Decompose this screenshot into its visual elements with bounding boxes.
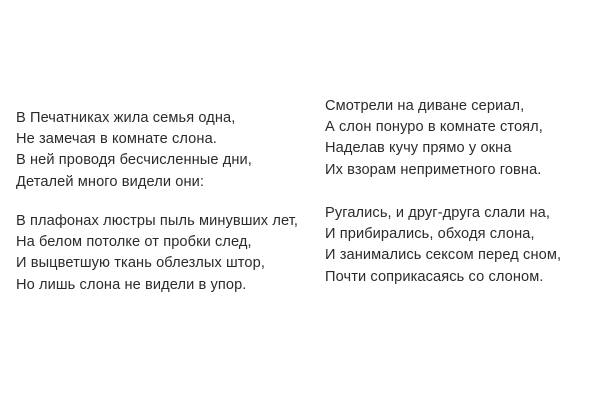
stanza-2	[16, 211, 298, 296]
poem-line: Но лишь слона не видели в упор.	[16, 276, 247, 293]
stanza-1	[16, 108, 252, 193]
poem-line: Деталей много видели они:	[16, 173, 205, 190]
stanza-4	[325, 203, 561, 288]
stanza-3	[325, 96, 543, 181]
poem-line: И занимались сексом перед сном,	[325, 247, 562, 264]
poem-line: И выцветшую ткань облезлых штор,	[16, 255, 266, 272]
poem-line: В Печатниках жила семья одна,	[16, 110, 236, 126]
poem-line: Не замечая в комнате слона.	[16, 131, 217, 148]
poem-line: Смотрели на диване сериал,	[325, 98, 525, 114]
poem-line: На белом потолке от пробки след,	[16, 234, 252, 251]
poem-line: Ругались, и друг-друга слали на,	[325, 205, 550, 221]
poem-line: А слон понуро в комнате стоял,	[325, 119, 543, 136]
poem-line: В ней проводя бесчисленные дни,	[16, 152, 252, 169]
poem-line: Их взорам неприметного говна.	[325, 161, 542, 178]
poem-line: Наделав кучу прямо у окна	[325, 140, 512, 157]
poem-line: В плафонах люстры пыль минувших лет,	[16, 213, 299, 229]
poem-line: И прибирались, обходя слона,	[325, 226, 535, 243]
poem-line: Почти соприкасаясь со слоном.	[325, 268, 544, 285]
